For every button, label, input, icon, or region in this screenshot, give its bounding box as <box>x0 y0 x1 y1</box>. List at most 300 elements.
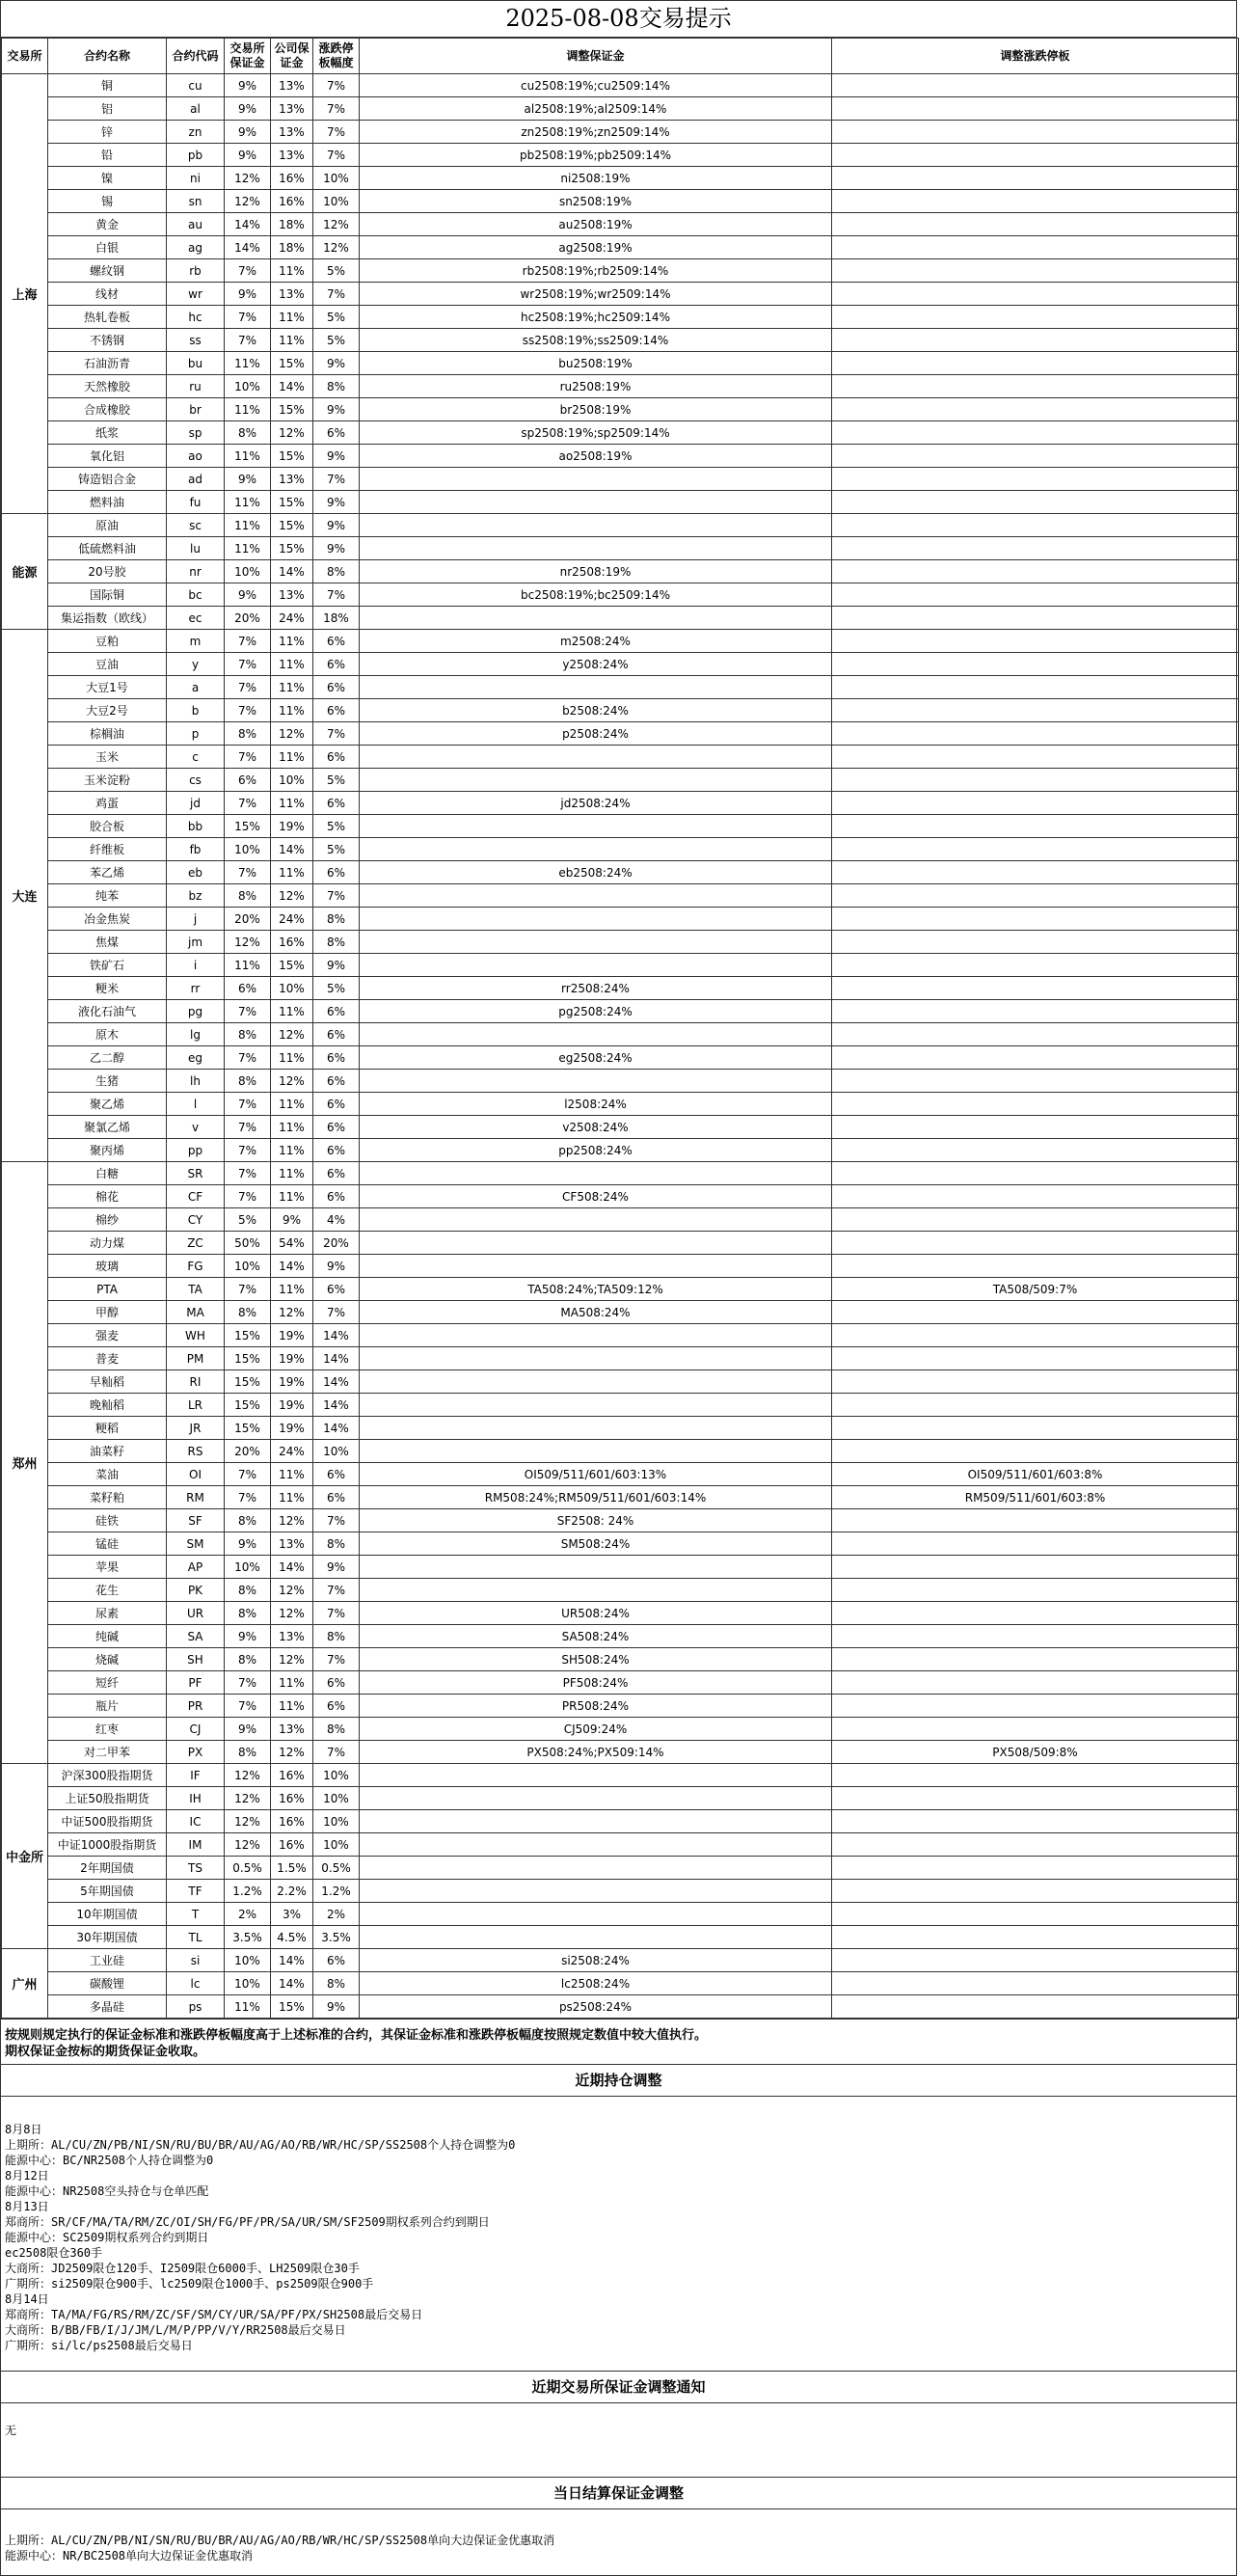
company-margin-cell: 12% <box>271 1509 313 1532</box>
position-adjust-line: 大商所：JD2509限仓120手、I2509限仓6000手、LH2509限仓30手 <box>5 2262 360 2275</box>
contract-name-cell: 油菜籽 <box>48 1440 167 1463</box>
position-adjust-line: 能源中心：SC2509期权系列合约到期日 <box>5 2231 209 2244</box>
exchange-cell: 广州 <box>2 1949 48 2019</box>
table-row <box>2 1718 1239 1741</box>
adjusted-limit-cell <box>832 1532 1239 1556</box>
adjusted-limit-cell <box>832 1926 1239 1949</box>
company-margin-cell: 12% <box>271 1741 313 1764</box>
adjusted-limit-cell <box>832 144 1239 167</box>
margin-notice-body <box>1 2403 1236 2477</box>
exchange-margin-cell: 7% <box>225 1695 271 1718</box>
contract-name-cell: 黄金 <box>48 213 167 236</box>
contract-name-cell: 2年期国债 <box>48 1857 167 1880</box>
adjusted-margin-cell: y2508:24% <box>360 653 832 676</box>
adjusted-limit-cell <box>832 1324 1239 1347</box>
adjusted-limit-cell <box>832 1718 1239 1741</box>
adjusted-margin-cell <box>360 1787 832 1810</box>
company-margin-cell: 14% <box>271 1949 313 1972</box>
contract-code-cell: lc <box>167 1972 225 1995</box>
contract-name-cell: 晚籼稻 <box>48 1394 167 1417</box>
contract-name-cell: 线材 <box>48 283 167 306</box>
table-row <box>2 861 1239 884</box>
table-row <box>2 144 1239 167</box>
adjusted-limit-cell <box>832 398 1239 421</box>
exchange-margin-cell: 9% <box>225 1625 271 1648</box>
adjusted-margin-cell <box>360 954 832 977</box>
company-margin-cell: 11% <box>271 1139 313 1162</box>
table-row <box>2 653 1239 676</box>
contract-code-cell: pg <box>167 1000 225 1023</box>
contract-code-cell: TS <box>167 1857 225 1880</box>
limit-range-cell: 9% <box>313 954 360 977</box>
limit-range-cell: 8% <box>313 1625 360 1648</box>
contract-name-cell: 菜油 <box>48 1463 167 1486</box>
adjusted-margin-cell <box>360 1880 832 1903</box>
company-margin-cell: 19% <box>271 1417 313 1440</box>
company-margin-cell: 15% <box>271 445 313 468</box>
contract-name-cell: 大豆2号 <box>48 699 167 722</box>
table-row <box>2 121 1239 144</box>
adjusted-limit-cell <box>832 421 1239 445</box>
exchange-margin-cell: 12% <box>225 167 271 190</box>
exchange-margin-cell: 12% <box>225 1810 271 1833</box>
exchange-margin-cell: 10% <box>225 1972 271 1995</box>
contract-code-cell: SM <box>167 1532 225 1556</box>
exchange-margin-cell: 8% <box>225 1579 271 1602</box>
exchange-margin-cell: 15% <box>225 1370 271 1394</box>
company-margin-cell: 3% <box>271 1903 313 1926</box>
company-margin-cell: 13% <box>271 583 313 607</box>
limit-range-cell: 6% <box>313 653 360 676</box>
contract-code-cell: cs <box>167 769 225 792</box>
adjusted-limit-cell <box>832 1347 1239 1370</box>
table-row <box>2 306 1239 329</box>
company-margin-cell: 15% <box>271 398 313 421</box>
adjusted-margin-cell: b2508:24% <box>360 699 832 722</box>
table-row <box>2 1324 1239 1347</box>
limit-range-cell: 7% <box>313 583 360 607</box>
limit-range-cell: 8% <box>313 1718 360 1741</box>
company-margin-cell: 10% <box>271 977 313 1000</box>
exchange-margin-cell: 15% <box>225 1347 271 1370</box>
company-margin-cell: 24% <box>271 908 313 931</box>
limit-range-cell: 6% <box>313 1070 360 1093</box>
contract-code-cell: ni <box>167 167 225 190</box>
contract-name-cell: 5年期国债 <box>48 1880 167 1903</box>
limit-range-cell: 5% <box>313 306 360 329</box>
header-contract-code: 合约代码 <box>167 39 225 74</box>
table-row <box>2 1440 1239 1463</box>
adjusted-margin-cell: PX508:24%;PX509:14% <box>360 1741 832 1764</box>
exchange-margin-cell: 1.2% <box>225 1880 271 1903</box>
contract-name-cell: 低硫燃料油 <box>48 537 167 560</box>
table-row <box>2 1833 1239 1857</box>
contract-name-cell: PTA <box>48 1278 167 1301</box>
adjusted-margin-cell <box>360 838 832 861</box>
contract-code-cell: CJ <box>167 1718 225 1741</box>
table-header-row <box>2 39 1239 74</box>
adjusted-limit-cell <box>832 1000 1239 1023</box>
company-margin-cell: 19% <box>271 1394 313 1417</box>
adjusted-margin-cell <box>360 1579 832 1602</box>
table-row <box>2 491 1239 514</box>
contract-code-cell: LR <box>167 1394 225 1417</box>
limit-range-cell: 8% <box>313 931 360 954</box>
position-adjust-line: 能源中心：NR2508空头持仓与仓单匹配 <box>5 2184 209 2198</box>
table-row <box>2 74 1239 97</box>
adjusted-margin-cell: rb2508:19%;rb2509:14% <box>360 259 832 283</box>
company-margin-cell: 15% <box>271 514 313 537</box>
company-margin-cell: 13% <box>271 1625 313 1648</box>
limit-range-cell: 6% <box>313 1046 360 1070</box>
company-margin-cell: 12% <box>271 1602 313 1625</box>
contract-code-cell: bz <box>167 884 225 908</box>
adjusted-limit-cell <box>832 1648 1239 1671</box>
table-body <box>2 74 1239 2019</box>
adjusted-limit-cell <box>832 931 1239 954</box>
table-row <box>2 1972 1239 1995</box>
exchange-margin-cell: 9% <box>225 1532 271 1556</box>
limit-range-cell: 9% <box>313 1255 360 1278</box>
exchange-margin-cell: 20% <box>225 908 271 931</box>
adjusted-limit-cell <box>832 259 1239 283</box>
exchange-margin-cell: 8% <box>225 722 271 746</box>
exchange-margin-cell: 10% <box>225 1949 271 1972</box>
adjusted-margin-cell: pg2508:24% <box>360 1000 832 1023</box>
contract-code-cell: ao <box>167 445 225 468</box>
limit-range-cell: 5% <box>313 977 360 1000</box>
contract-code-cell: a <box>167 676 225 699</box>
adjusted-margin-cell <box>360 1556 832 1579</box>
contract-code-cell: IM <box>167 1833 225 1857</box>
table-row <box>2 1370 1239 1394</box>
company-margin-cell: 11% <box>271 1278 313 1301</box>
exchange-margin-cell: 14% <box>225 213 271 236</box>
adjusted-margin-cell: ps2508:24% <box>360 1995 832 2019</box>
limit-range-cell: 7% <box>313 74 360 97</box>
adjusted-margin-cell: SH508:24% <box>360 1648 832 1671</box>
limit-range-cell: 7% <box>313 283 360 306</box>
contract-name-cell: 大豆1号 <box>48 676 167 699</box>
company-margin-cell: 11% <box>271 1671 313 1695</box>
company-margin-cell: 16% <box>271 1833 313 1857</box>
adjusted-margin-cell <box>360 1208 832 1232</box>
limit-range-cell: 14% <box>313 1324 360 1347</box>
adjusted-margin-cell <box>360 1926 832 1949</box>
contract-code-cell: br <box>167 398 225 421</box>
adjusted-limit-cell <box>832 352 1239 375</box>
header-exchange-margin: 交易所保证金 <box>225 39 271 74</box>
limit-range-cell: 6% <box>313 1139 360 1162</box>
adjusted-limit-cell <box>832 1255 1239 1278</box>
adjusted-margin-cell: br2508:19% <box>360 398 832 421</box>
contract-name-cell: 纤维板 <box>48 838 167 861</box>
company-margin-cell: 13% <box>271 74 313 97</box>
contract-name-cell: 聚乙烯 <box>48 1093 167 1116</box>
adjusted-limit-cell <box>832 1139 1239 1162</box>
table-row <box>2 1556 1239 1579</box>
adjusted-limit-cell <box>832 699 1239 722</box>
adjusted-margin-cell <box>360 1417 832 1440</box>
adjusted-margin-cell <box>360 1232 832 1255</box>
contract-name-cell: 花生 <box>48 1579 167 1602</box>
exchange-margin-cell: 7% <box>225 1000 271 1023</box>
adjusted-limit-cell <box>832 329 1239 352</box>
adjusted-margin-cell: rr2508:24% <box>360 977 832 1000</box>
adjusted-limit-cell <box>832 213 1239 236</box>
limit-range-cell: 9% <box>313 445 360 468</box>
contract-name-cell: 中证1000股指期货 <box>48 1833 167 1857</box>
contract-name-cell: 乙二醇 <box>48 1046 167 1070</box>
adjusted-limit-cell <box>832 491 1239 514</box>
exchange-margin-cell: 7% <box>225 259 271 283</box>
margin-notice-text: 无 <box>5 2424 17 2437</box>
exchange-margin-cell: 8% <box>225 1023 271 1046</box>
exchange-margin-cell: 7% <box>225 1185 271 1208</box>
position-adjust-line: 上期所：AL/CU/ZN/PB/NI/SN/RU/BU/BR/AU/AG/AO/RB/WR/HC/SP/SS2508个人持仓调整为0 <box>5 2138 516 2152</box>
adjusted-margin-cell <box>360 491 832 514</box>
adjusted-limit-cell <box>832 746 1239 769</box>
table-row <box>2 1070 1239 1093</box>
contract-code-cell: j <box>167 908 225 931</box>
exchange-margin-cell: 7% <box>225 861 271 884</box>
table-row <box>2 1903 1239 1926</box>
contract-name-cell: 纯碱 <box>48 1625 167 1648</box>
exchange-margin-cell: 9% <box>225 144 271 167</box>
adjusted-limit-cell <box>832 1417 1239 1440</box>
limit-range-cell: 6% <box>313 1278 360 1301</box>
adjusted-limit-cell <box>832 1949 1239 1972</box>
adjusted-limit-cell <box>832 537 1239 560</box>
header-exchange: 交易所 <box>2 39 48 74</box>
contract-name-cell: 瓶片 <box>48 1695 167 1718</box>
contract-name-cell: 上证50股指期货 <box>48 1787 167 1810</box>
company-margin-cell: 11% <box>271 306 313 329</box>
adjusted-limit-cell <box>832 1301 1239 1324</box>
limit-range-cell: 8% <box>313 1972 360 1995</box>
contract-code-cell: lh <box>167 1070 225 1093</box>
table-row <box>2 1139 1239 1162</box>
table-row <box>2 329 1239 352</box>
page-title: 2025-08-08交易提示 <box>1 1 1236 38</box>
limit-range-cell: 7% <box>313 144 360 167</box>
exchange-margin-cell: 7% <box>225 676 271 699</box>
adjusted-limit-cell <box>832 375 1239 398</box>
adjusted-limit-cell <box>832 884 1239 908</box>
contract-name-cell: 尿素 <box>48 1602 167 1625</box>
table-row <box>2 1579 1239 1602</box>
table-row <box>2 1648 1239 1671</box>
contract-code-cell: PK <box>167 1579 225 1602</box>
contract-code-cell: FG <box>167 1255 225 1278</box>
limit-range-cell: 7% <box>313 884 360 908</box>
company-margin-cell: 12% <box>271 421 313 445</box>
exchange-cell: 中金所 <box>2 1764 48 1949</box>
exchange-cell: 上海 <box>2 74 48 514</box>
table-row <box>2 1232 1239 1255</box>
exchange-margin-cell: 12% <box>225 1833 271 1857</box>
exchange-margin-cell: 8% <box>225 1070 271 1093</box>
adjusted-margin-cell: OI509/511/601/603:13% <box>360 1463 832 1486</box>
contract-name-cell: 燃料油 <box>48 491 167 514</box>
limit-range-cell: 8% <box>313 375 360 398</box>
adjusted-margin-cell <box>360 1347 832 1370</box>
company-margin-cell: 13% <box>271 1532 313 1556</box>
adjusted-margin-cell: si2508:24% <box>360 1949 832 1972</box>
exchange-margin-cell: 10% <box>225 1556 271 1579</box>
company-margin-cell: 11% <box>271 329 313 352</box>
table-row <box>2 190 1239 213</box>
adjusted-limit-cell <box>832 1764 1239 1787</box>
adjusted-limit-cell <box>832 908 1239 931</box>
settlement-adjust-title: 当日结算保证金调整 <box>1 2477 1236 2509</box>
limit-range-cell: 6% <box>313 1116 360 1139</box>
limit-range-cell: 8% <box>313 1532 360 1556</box>
contract-code-cell: eg <box>167 1046 225 1070</box>
table-row <box>2 236 1239 259</box>
table-row <box>2 1463 1239 1486</box>
adjusted-margin-cell: wr2508:19%;wr2509:14% <box>360 283 832 306</box>
table-row <box>2 792 1239 815</box>
contract-code-cell: pp <box>167 1139 225 1162</box>
table-row <box>2 676 1239 699</box>
table-row <box>2 1509 1239 1532</box>
table-row <box>2 746 1239 769</box>
adjusted-limit-cell <box>832 861 1239 884</box>
company-margin-cell: 11% <box>271 676 313 699</box>
exchange-margin-cell: 11% <box>225 954 271 977</box>
limit-range-cell: 6% <box>313 1671 360 1695</box>
contract-code-cell: lg <box>167 1023 225 1046</box>
table-row <box>2 514 1239 537</box>
adjusted-limit-cell <box>832 815 1239 838</box>
contract-name-cell: 白银 <box>48 236 167 259</box>
contract-code-cell: y <box>167 653 225 676</box>
contract-code-cell: ad <box>167 468 225 491</box>
company-margin-cell: 13% <box>271 468 313 491</box>
contract-code-cell: ps <box>167 1995 225 2019</box>
contract-name-cell: 粳米 <box>48 977 167 1000</box>
contract-code-cell: MA <box>167 1301 225 1324</box>
table-row <box>2 1532 1239 1556</box>
limit-range-cell: 6% <box>313 1949 360 1972</box>
contract-code-cell: bb <box>167 815 225 838</box>
contract-name-cell: 纯苯 <box>48 884 167 908</box>
contract-name-cell: 甲醇 <box>48 1301 167 1324</box>
adjusted-limit-cell <box>832 1394 1239 1417</box>
company-margin-cell: 2.2% <box>271 1880 313 1903</box>
header-limit-range: 涨跌停板幅度 <box>313 39 360 74</box>
contract-name-cell: 沪深300股指期货 <box>48 1764 167 1787</box>
table-row <box>2 1278 1239 1301</box>
header-contract-name: 合约名称 <box>48 39 167 74</box>
adjusted-margin-cell: eb2508:24% <box>360 861 832 884</box>
adjusted-margin-cell <box>360 931 832 954</box>
exchange-margin-cell: 11% <box>225 514 271 537</box>
adjusted-margin-cell: ss2508:19%;ss2509:14% <box>360 329 832 352</box>
adjusted-margin-cell: zn2508:19%;zn2509:14% <box>360 121 832 144</box>
adjusted-margin-cell <box>360 908 832 931</box>
adjusted-limit-cell <box>832 1116 1239 1139</box>
contract-code-cell: rr <box>167 977 225 1000</box>
company-margin-cell: 11% <box>271 1162 313 1185</box>
limit-range-cell: 5% <box>313 259 360 283</box>
table-row <box>2 468 1239 491</box>
adjusted-margin-cell <box>360 1255 832 1278</box>
company-margin-cell: 18% <box>271 213 313 236</box>
contract-code-cell: SH <box>167 1648 225 1671</box>
contract-name-cell: 烧碱 <box>48 1648 167 1671</box>
exchange-margin-cell: 15% <box>225 1324 271 1347</box>
adjusted-margin-cell <box>360 884 832 908</box>
adjusted-limit-cell <box>832 560 1239 583</box>
settlement-adjust-line: 上期所：AL/CU/ZN/PB/NI/SN/RU/BU/BR/AU/AG/AO/RB/WR/HC/SP/SS2508单向大边保证金优惠取消 <box>5 2534 555 2547</box>
adjusted-margin-cell: p2508:24% <box>360 722 832 746</box>
table-row <box>2 769 1239 792</box>
adjusted-limit-cell <box>832 1833 1239 1857</box>
adjusted-margin-cell: PF508:24% <box>360 1671 832 1695</box>
contract-code-cell: CF <box>167 1185 225 1208</box>
adjusted-margin-cell: ag2508:19% <box>360 236 832 259</box>
adjusted-margin-cell <box>360 1857 832 1880</box>
adjusted-limit-cell <box>832 1232 1239 1255</box>
limit-range-cell: 6% <box>313 1185 360 1208</box>
header-company-margin: 公司保证金 <box>271 39 313 74</box>
adjusted-margin-cell: sn2508:19% <box>360 190 832 213</box>
exchange-margin-cell: 7% <box>225 1093 271 1116</box>
adjusted-margin-cell: m2508:24% <box>360 630 832 653</box>
exchange-margin-cell: 8% <box>225 1301 271 1324</box>
table-row <box>2 167 1239 190</box>
exchange-margin-cell: 8% <box>225 1741 271 1764</box>
adjusted-limit-cell <box>832 283 1239 306</box>
adjusted-limit-cell <box>832 1208 1239 1232</box>
company-margin-cell: 11% <box>271 1116 313 1139</box>
table-row <box>2 630 1239 653</box>
contract-code-cell: m <box>167 630 225 653</box>
exchange-margin-cell: 2% <box>225 1903 271 1926</box>
adjusted-margin-cell: nr2508:19% <box>360 560 832 583</box>
adjusted-margin-cell: CJ509:24% <box>360 1718 832 1741</box>
adjusted-margin-cell <box>360 1023 832 1046</box>
company-margin-cell: 12% <box>271 1648 313 1671</box>
company-margin-cell: 14% <box>271 1556 313 1579</box>
rule-note-line: 期权保证金按标的期货保证金收取。 <box>5 2045 206 2059</box>
contract-code-cell: pb <box>167 144 225 167</box>
limit-range-cell: 3.5% <box>313 1926 360 1949</box>
adjusted-limit-cell <box>832 74 1239 97</box>
contract-name-cell: 热轧卷板 <box>48 306 167 329</box>
position-adjust-line: 广期所：si/lc/ps2508最后交易日 <box>5 2339 193 2352</box>
contract-code-cell: OI <box>167 1463 225 1486</box>
limit-range-cell: 5% <box>313 769 360 792</box>
contract-code-cell: AP <box>167 1556 225 1579</box>
limit-range-cell: 10% <box>313 1810 360 1833</box>
table-row <box>2 931 1239 954</box>
contract-code-cell: IF <box>167 1764 225 1787</box>
company-margin-cell: 11% <box>271 1185 313 1208</box>
exchange-margin-cell: 7% <box>225 1278 271 1301</box>
exchange-margin-cell: 9% <box>225 283 271 306</box>
limit-range-cell: 7% <box>313 722 360 746</box>
adjusted-limit-cell: PX508/509:8% <box>832 1741 1239 1764</box>
exchange-cell: 大连 <box>2 630 48 1162</box>
adjusted-margin-cell: PR508:24% <box>360 1695 832 1718</box>
position-adjust-line: 8月8日 <box>5 2123 42 2136</box>
company-margin-cell: 11% <box>271 630 313 653</box>
exchange-margin-cell: 6% <box>225 769 271 792</box>
contract-code-cell: b <box>167 699 225 722</box>
